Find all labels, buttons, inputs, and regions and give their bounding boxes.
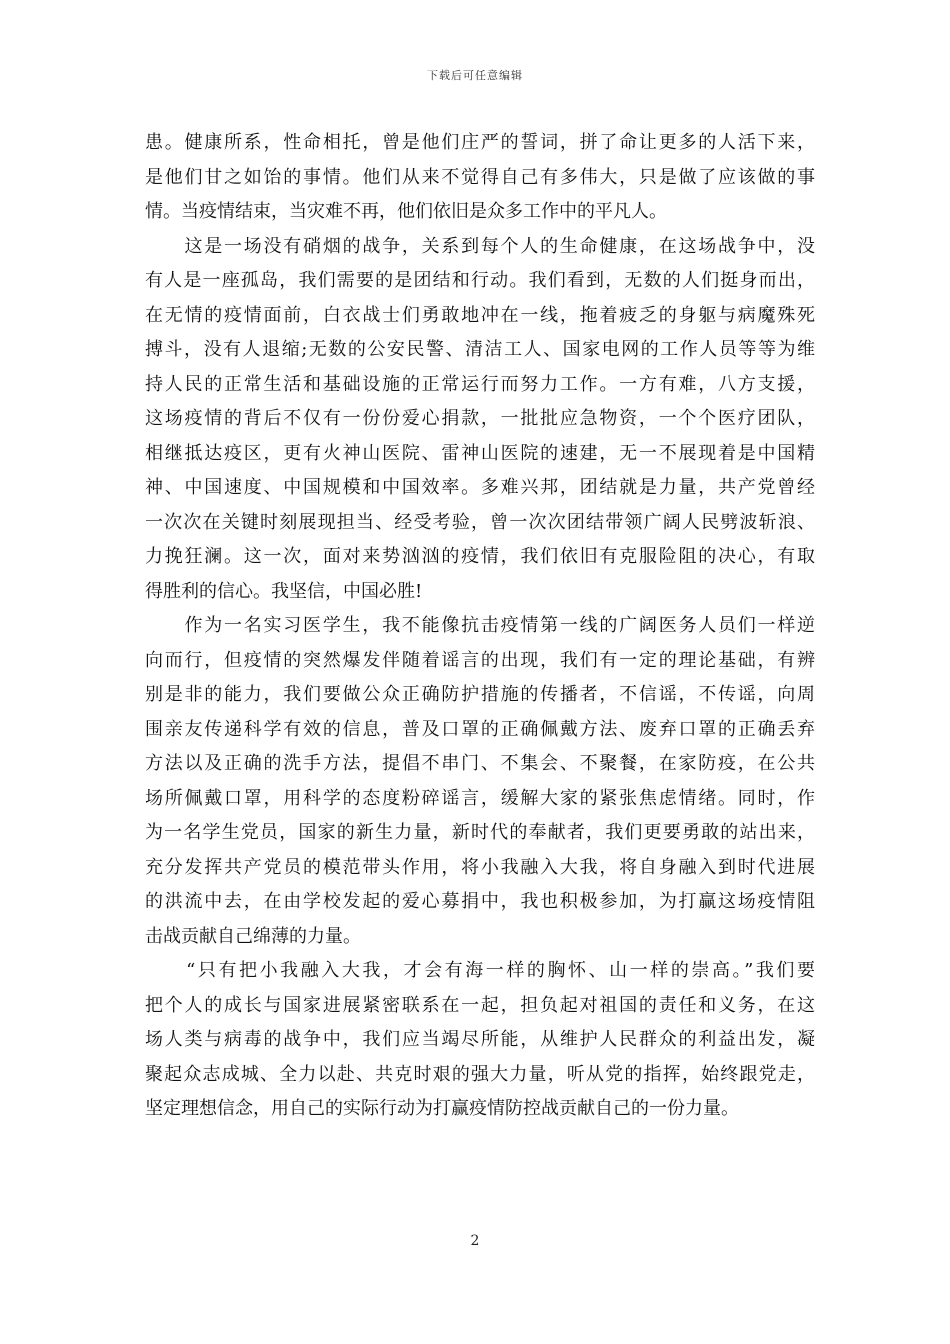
text-line: 力挽狂澜。这一次，面对来势汹汹的疫情，我们依旧有克服险阻的决心，有取 [145,546,815,567]
text-line: 击战贡献自己绵薄的力量。 [145,925,361,947]
document-body [145,126,815,1127]
paragraph-1 [145,126,815,230]
paragraph-2 [145,230,815,610]
text-line: 持人民的正常生活和基础设施的正常运行而努力工作。一方有难，八方支援， [145,373,815,395]
paragraph-4 [145,954,815,1127]
text-line: 作为一名实习医学生，我不能像抗击疫情第一线的广阔医务人员们一样逆 [145,615,815,636]
text-line: 的洪流中去，在由学校发起的爱心募捐中，我也积极参加，为打赢这场疫情阻 [145,891,815,912]
text-line: 相继抵达疫区，更有火神山医院、雷神山医院的速建，无一不展现着是中国精 [145,442,815,464]
text-line: 搏斗，没有人退缩;无数的公安民警、清洁工人、国家电网的工作人员等等为维 [145,339,815,360]
text-line: 围亲友传递科学有效的信息，普及口罩的正确佩戴方法、废弃口罩的正确丢弃 [145,718,815,740]
text-line: 把个人的成长与国家进展紧密联系在一起，担负起对祖国的责任和义务，在这 [145,994,815,1016]
text-line: 场人类与病毒的战争中，我们应当竭尽所能，从维护人民群众的利益出发，凝 [145,1029,815,1050]
text-line: 有人是一座孤岛，我们需要的是团结和行动。我们看到，无数的人们挺身而出， [145,270,815,291]
text-line: 这是一场没有硝烟的战争，关系到每个人的生命健康，在这场战争中，没 [145,235,815,257]
text-line: 这场疫情的背后不仅有一份份爱心捐款，一批批应急物资，一个个医疗团队， [145,408,815,429]
page-header: 下载后可任意编辑 [427,69,523,82]
text-line: 场所佩戴口罩，用科学的态度粉碎谣言，缓解大家的紧张焦虑情绪。同时，作 [145,787,815,809]
text-line: 充分发挥共产党员的模范带头作用，将小我融入大我，将自身融入到时代进展 [145,856,815,878]
text-line: 坚定理想信念，用自己的实际行动为打赢疫情防控战贡献自己的一份力量。 [145,1098,739,1119]
paragraph-3 [145,609,815,954]
text-line: 别是非的能力，我们要做公众正确防护措施的传播者，不信谣，不传谣，向周 [145,684,815,705]
text-line: 一次次在关键时刻展现担当、经受考验，曾一次次团结带领广阔人民劈波斩浪、 [145,511,815,533]
text-line: 情。当疫情结束，当灾难不再，他们依旧是众多工作中的平凡人。 [145,201,667,222]
text-line: 为一名学生党员，国家的新生力量，新时代的奉献者，我们更要勇敢的站出来， [145,822,815,843]
text-line: 得胜利的信心。我坚信，中国必胜! [145,580,423,602]
text-line: 是他们甘之如饴的事情。他们从来不觉得自己有多伟大，只是做了应该做的事 [145,166,815,188]
text-line: 神、中国速度、中国规模和中国效率。多难兴邦，团结就是力量，共产党曾经 [145,477,815,498]
text-line: 方法以及正确的洗手方法，提倡不串门、不集会、不聚餐，在家防疫，在公共 [145,753,815,774]
text-line: “只有把小我融入大我，才会有海一样的胸怀、山一样的崇高。”我们要 [145,960,815,981]
page-number: 2 [470,1233,480,1249]
text-line: 患。健康所系，性命相托，曾是他们庄严的誓词，拼了命让更多的人活下来， [145,132,815,153]
text-line: 在无情的疫情面前，白衣战士们勇敢地冲在一线，拖着疲乏的身躯与病魔殊死 [145,304,815,326]
text-line: 向而行，但疫情的突然爆发伴随着谣言的出现，我们有一定的理论基础，有辨 [145,649,815,671]
text-line: 聚起众志成城、全力以赴、共克时艰的强大力量，听从党的指挥，始终跟党走， [145,1063,815,1085]
